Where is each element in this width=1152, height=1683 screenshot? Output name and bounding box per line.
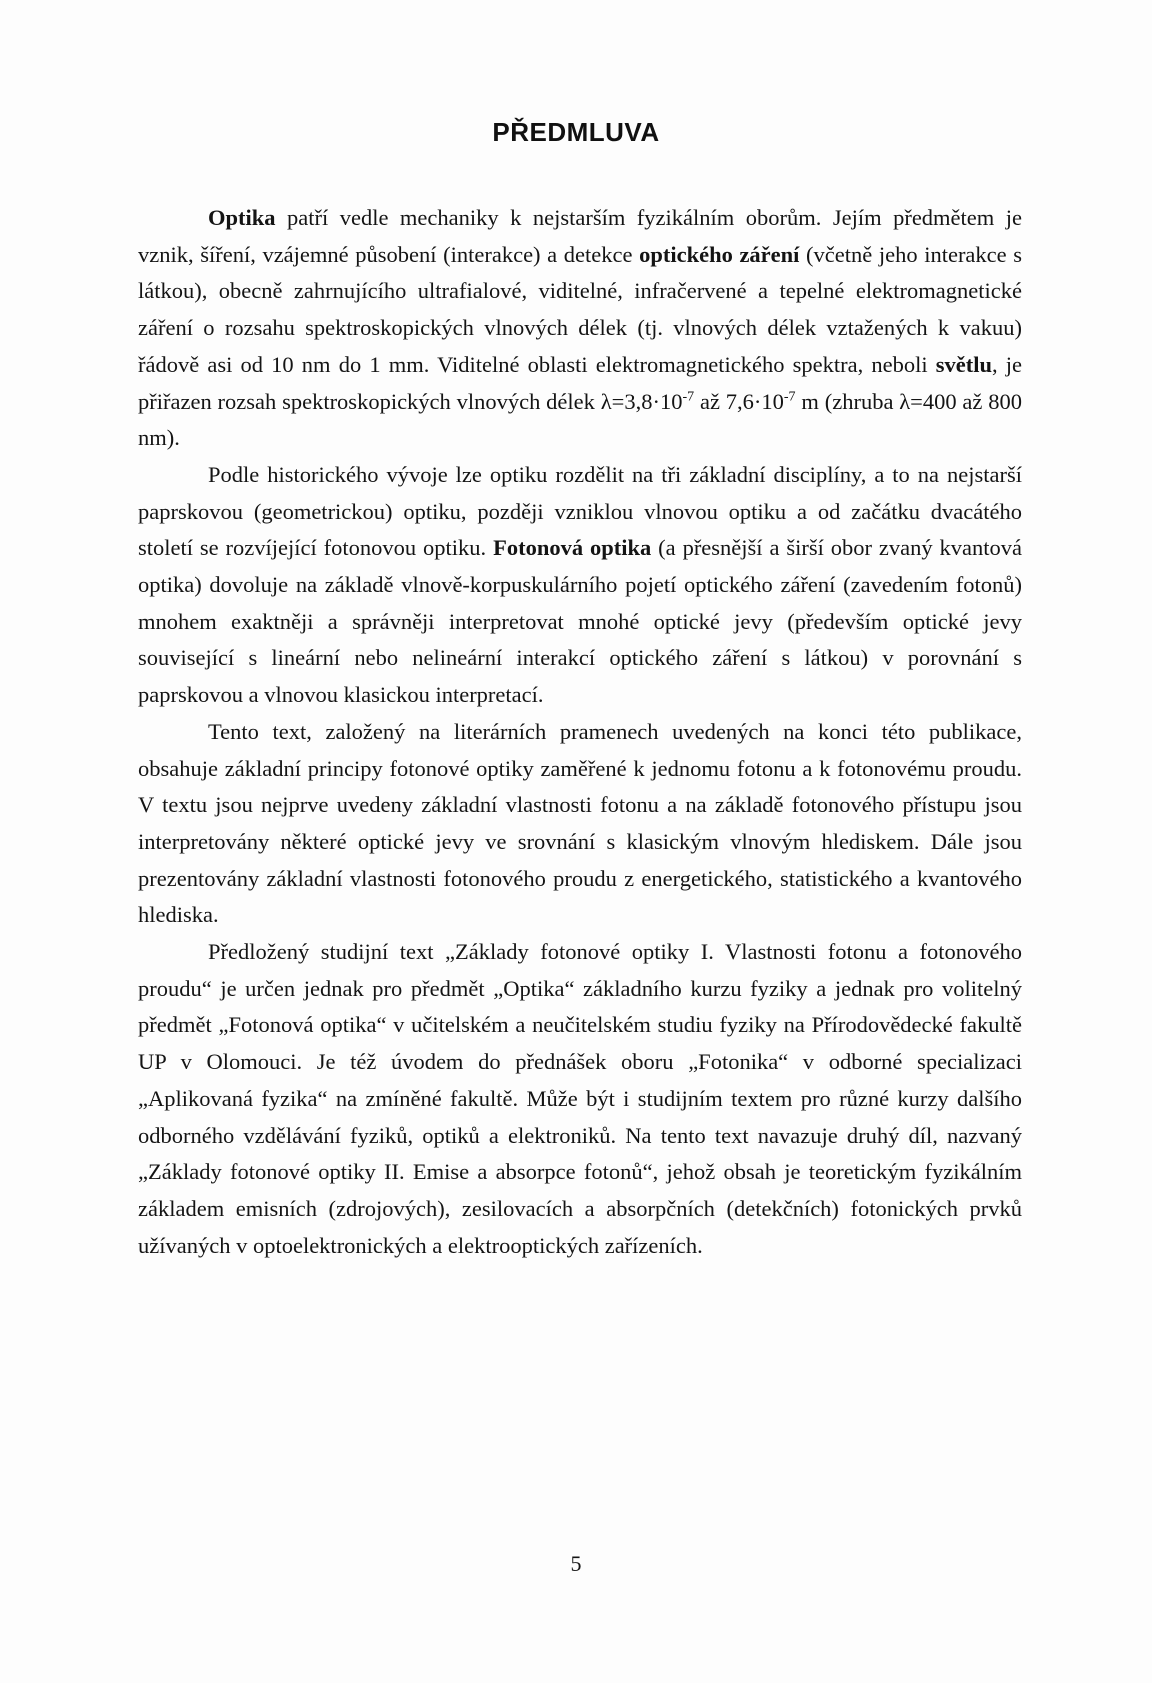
text-run: Tento text, založený na literárních pramenech uvedených na konci této publikace, obsahuje základní principy fotonové optiky zaměřené k jednomu fotonu a k fotonovému proudu. V textu jsou nejprve uvedeny základní vlastnosti fotonu a na základě fotonového přístupu jsou interpretovány některé optické jevy ve srovnání s klasickým vlnovým hlediskem. Dále jsou prezentovány základní vlastnosti fotonového proudu z energetického, statistického a kvantového hlediska. (138, 718, 1022, 928)
body-text (138, 200, 1022, 1264)
superscript-exponent: -7 (682, 389, 695, 405)
text-run: až 7,6·10 (694, 388, 784, 414)
paragraph-2 (138, 457, 1022, 714)
superscript-exponent: -7 (783, 389, 796, 405)
page-number: 5 (570, 1551, 582, 1576)
text-run: , je přiřazen rozsah spektroskopických vlnových délek λ=3,8·10 (138, 351, 1022, 414)
text-run: patří vedle mechaniky k nejstarším fyzikálním oborům. Jejím předmětem je vznik, šíření, vzájemné působení (interakce) a detekce (138, 205, 1022, 267)
text-run: m (zhruba λ=400 až 800 nm). (138, 388, 1022, 451)
text-run: Podle historického vývoje lze optiku rozdělit na tři základní disciplíny, a to na nejstarší paprskovou (geometrickou) optiku, později vzniklou vlnovou optiku a od začátku dvacátého století se rozvíjející fotonovou optiku. (138, 461, 1022, 561)
bold-term: optického záření (639, 241, 800, 267)
text-run: (a přesnější a širší obor zvaný kvantová optika) dovoluje na základě vlnově-korpuskulárního pojetí optického záření (zavedením fotonů) mnohem exaktněji a správněji interpretovat mnohé optické jevy (především optické jevy související s lineární nebo nelineární interakcí optického záření s látkou) v porovnání s paprskovou a vlnovou klasickou interpretací. (138, 535, 1022, 708)
bold-term: Optika (208, 205, 276, 230)
page-title: PŘEDMLUVA (492, 117, 660, 147)
bold-term: Fotonová optika (493, 535, 652, 561)
text-run: Předložený studijní text „Základy fotonové optiky I. Vlastnosti fotonu a fotonového proudu“ je určen jednak pro předmět „Optika“ základního kurzu fyziky a jednak pro volitelný předmět „Fotonová optika“ v učitelském a neučitelském studiu fyziky na Přírodovědecké fakultě UP v Olomouci. Je též úvodem do přednášek oboru „Fotonika“ v odborné specializaci „Aplikovaná fyzika“ na zmíněné fakultě. Může být i studijním textem pro různé kurzy dalšího odborného vzdělávání fyziků, optiků a elektroniků. Na tento text navazuje druhý díl, nazvaný „Základy fotonové optiky II. Emise a absorpce fotonů“, jehož obsah je teoretickým fyzikálním základem emisních (zdrojových), zesilovacích a absorpčních (detekčních) fotonických prvků užívaných v optoelektronických a elektrooptických zařízeních. (138, 939, 1022, 1258)
paragraph-3 (138, 714, 1022, 934)
text-run: (včetně jeho interakce s látkou), obecně zahrnujícího ultrafialové, viditelné, infračervené a tepelné elektromagnetické záření o rozsahu spektroskopických vlnových délek (tj. vlnových délek vztažených k vakuu) řádově asi od 10 nm do 1 mm. Viditelné oblasti elektromagnetického spektra, neboli (138, 241, 1023, 377)
paragraph-1 (138, 200, 1022, 457)
bold-term: světlu (935, 351, 992, 377)
paragraph-4 (138, 934, 1022, 1264)
